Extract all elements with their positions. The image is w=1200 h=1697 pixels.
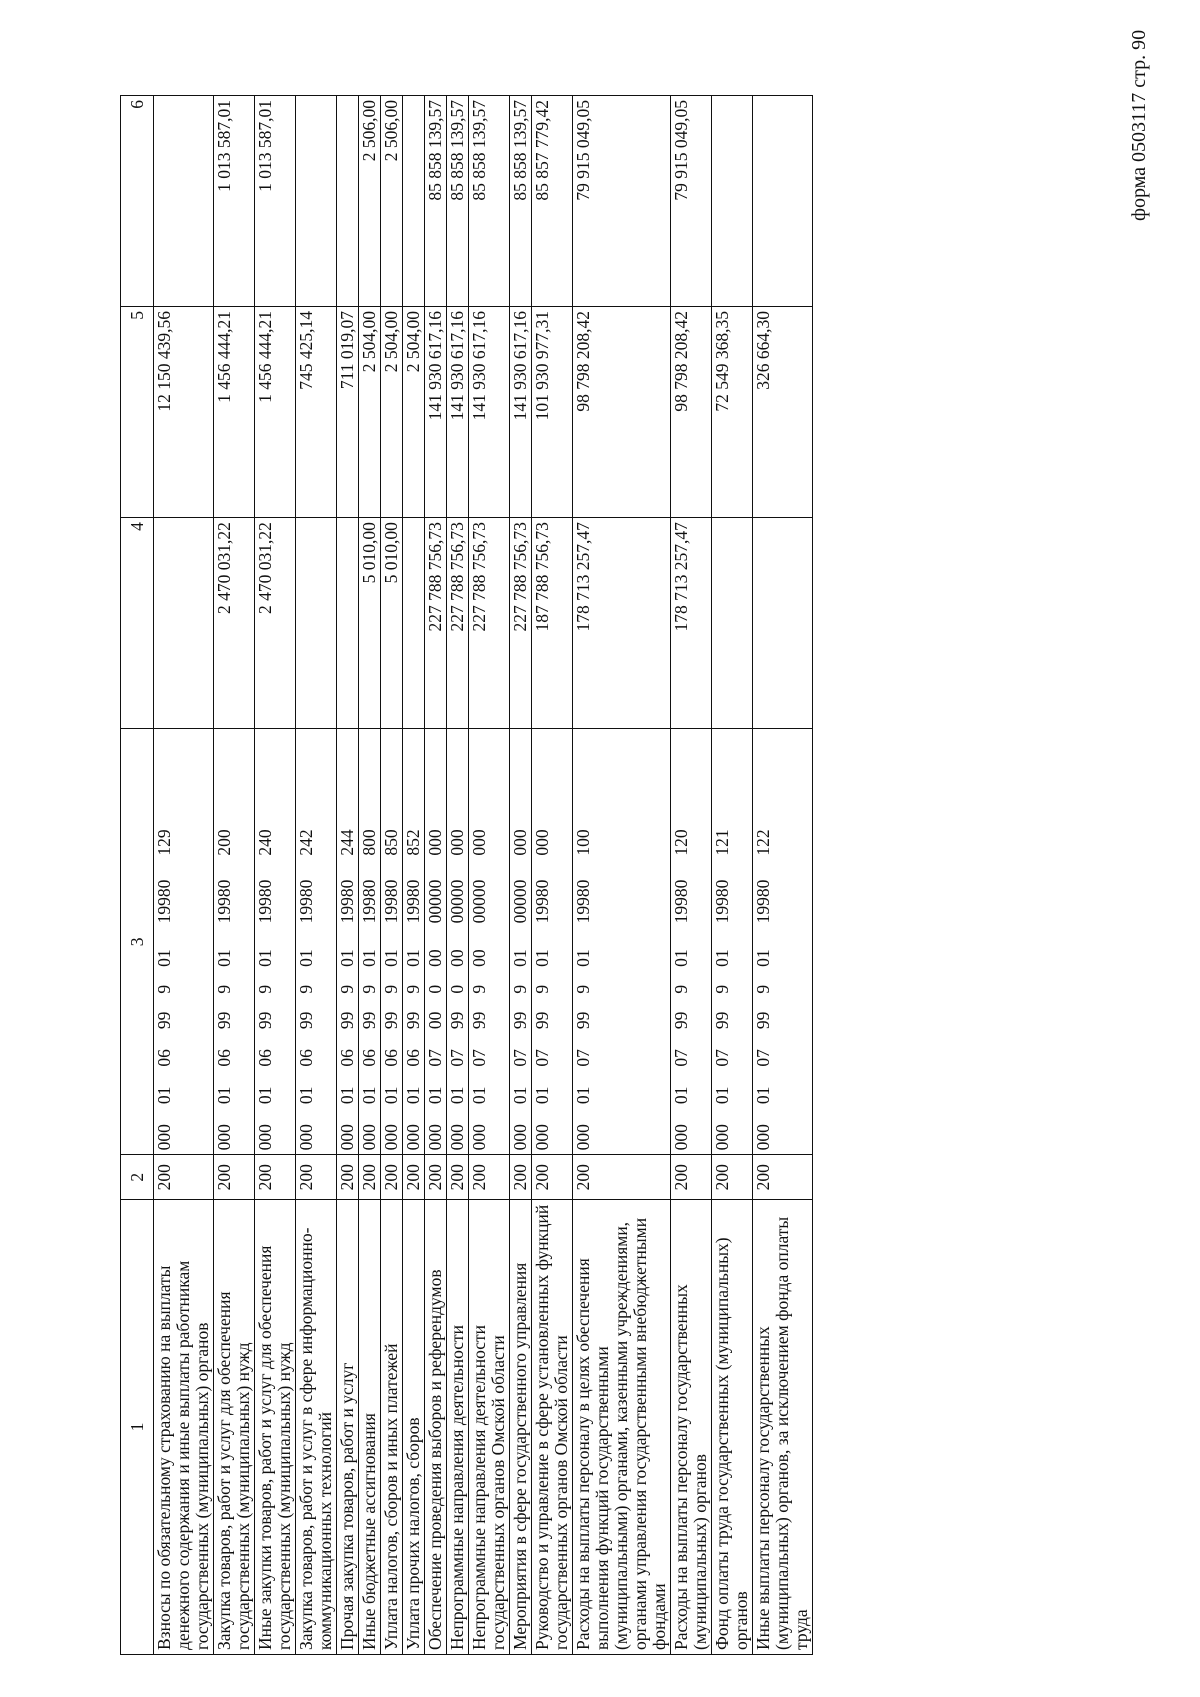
budget-code-segment: 99 xyxy=(573,1011,593,1030)
row-unexecuted-cell: 85 858 139,57 xyxy=(447,96,469,307)
row-approved-cell: 178 713 257,47 xyxy=(671,518,712,729)
budget-code-segment: 99 xyxy=(296,1011,316,1030)
budget-code-segment: 19980 xyxy=(296,879,316,924)
row-unexecuted-cell xyxy=(296,96,337,307)
row-name-cell: Взносы по обязательному страхованию на выплаты денежного содержания и иные выплаты работникам государственных (муниципальных) органов xyxy=(154,1200,214,1655)
budget-code-segment: 99 xyxy=(255,1011,275,1030)
row-unexecuted-cell: 85 858 139,57 xyxy=(469,96,510,307)
budget-code-segment: 00000 xyxy=(469,879,489,924)
budget-code-segment: 000 xyxy=(154,1124,174,1151)
row-executed-cell: 2 504,00 xyxy=(359,306,381,517)
row-name-cell: Расходы на выплаты персоналу в целях обеспечения выполнения функций государственными (муниципальными) органами, казенными учреждениями, органами управления государственными внебюджетными фондами xyxy=(573,1200,671,1655)
row-name-cell: Непрограммные направления деятельности xyxy=(447,1200,469,1655)
budget-code-segment: 9 xyxy=(671,984,691,994)
form-number-label: форма 0503117 стр. 90 xyxy=(1128,30,1150,222)
budget-code-segment: 07 xyxy=(712,1049,732,1067)
budget-code-segment: 00000 xyxy=(510,879,530,924)
budget-code-segment: 000 xyxy=(381,1124,401,1151)
budget-code-segment: 9 xyxy=(712,984,732,994)
row-approved-cell xyxy=(296,518,337,729)
table-body xyxy=(154,96,813,1655)
expenditure-table xyxy=(120,95,813,1655)
budget-code-segment: 06 xyxy=(255,1049,275,1067)
row-name-cell: Обеспечение проведения выборов и референдумов xyxy=(425,1200,447,1655)
row-approved-cell: 227 788 756,73 xyxy=(425,518,447,729)
budget-code-segment: 07 xyxy=(510,1049,530,1067)
budget-code-segment: 0 xyxy=(425,984,445,994)
budget-code-segment: 9 xyxy=(296,984,316,994)
budget-code-segment: 07 xyxy=(753,1049,773,1067)
budget-code-segment: 850 xyxy=(381,829,401,856)
row-budget-code-cell xyxy=(573,729,671,1155)
row-unexecuted-cell xyxy=(712,96,753,307)
row-line-code-cell: 200 xyxy=(753,1155,813,1200)
row-unexecuted-cell: 79 915 049,05 xyxy=(671,96,712,307)
row-unexecuted-cell: 85 857 779,42 xyxy=(532,96,573,307)
budget-code-segment: 00 xyxy=(425,949,445,967)
budget-code-segment: 852 xyxy=(403,829,423,856)
table-row xyxy=(296,96,337,1655)
budget-code-segment: 19980 xyxy=(671,879,691,924)
budget-code-segment: 244 xyxy=(337,829,357,856)
budget-code-segment: 000 xyxy=(573,1124,593,1151)
budget-code-segment: 129 xyxy=(154,829,174,856)
budget-code-segment: 07 xyxy=(447,1049,467,1067)
budget-code-segment: 07 xyxy=(469,1049,489,1067)
row-name-cell: Иные закупки товаров, работ и услуг для обеспечения государственных (муниципальных) нужд xyxy=(255,1200,296,1655)
row-executed-cell: 101 930 977,31 xyxy=(532,306,573,517)
row-name-cell: Мероприятия в сфере государственного управления xyxy=(510,1200,532,1655)
budget-code-segment: 9 xyxy=(214,984,234,994)
budget-code-segment: 99 xyxy=(359,1011,379,1030)
budget-code-segment: 01 xyxy=(381,1086,401,1105)
table-row xyxy=(359,96,381,1655)
budget-code-segment: 000 xyxy=(671,1124,691,1151)
table-row xyxy=(510,96,532,1655)
row-line-code-cell: 200 xyxy=(337,1155,359,1200)
row-line-code-cell: 200 xyxy=(255,1155,296,1200)
row-name-cell: Расходы на выплаты персоналу государственных (муниципальных) органов xyxy=(671,1200,712,1655)
budget-code-segment: 99 xyxy=(447,1011,467,1030)
budget-code-segment: 01 xyxy=(753,1086,773,1105)
row-executed-cell: 711 019,07 xyxy=(337,306,359,517)
row-approved-cell: 227 788 756,73 xyxy=(510,518,532,729)
budget-code-segment: 0 xyxy=(447,984,467,994)
budget-code-segment: 000 xyxy=(337,1124,357,1151)
table-row xyxy=(154,96,214,1655)
row-name-cell: Закупка товаров, работ и услуг в сфере информационно-коммуникационных технологий xyxy=(296,1200,337,1655)
budget-code-segment: 9 xyxy=(573,984,593,994)
row-name-cell: Прочая закупка товаров, работ и услуг xyxy=(337,1200,359,1655)
budget-code-segment: 19980 xyxy=(337,879,357,924)
row-budget-code-cell xyxy=(381,729,403,1155)
budget-code-segment: 01 xyxy=(712,1086,732,1105)
row-approved-cell: 5 010,00 xyxy=(359,518,381,729)
row-executed-cell: 98 798 208,42 xyxy=(671,306,712,517)
budget-code-segment: 01 xyxy=(510,949,530,967)
row-approved-cell xyxy=(154,518,214,729)
row-name-cell: Руководство и управление в сфере установленных функций государственных органов Омской области xyxy=(532,1200,573,1655)
column-header-4: 4 xyxy=(121,518,154,729)
rotated-table-container xyxy=(120,95,1080,1655)
row-executed-cell: 2 504,00 xyxy=(403,306,425,517)
budget-code-segment: 9 xyxy=(359,984,379,994)
budget-code-segment: 99 xyxy=(712,1011,732,1030)
budget-code-segment: 01 xyxy=(510,1086,530,1105)
budget-code-segment: 000 xyxy=(214,1124,234,1151)
row-unexecuted-cell xyxy=(753,96,813,307)
budget-code-segment: 00 xyxy=(425,1011,445,1030)
budget-code-segment: 19980 xyxy=(403,879,423,924)
row-executed-cell: 1 456 444,21 xyxy=(214,306,255,517)
row-budget-code-cell xyxy=(712,729,753,1155)
budget-code-segment: 06 xyxy=(337,1049,357,1067)
budget-code-segment: 200 xyxy=(214,829,234,856)
row-executed-cell: 745 425,14 xyxy=(296,306,337,517)
row-name-cell: Иные бюджетные ассигнования xyxy=(359,1200,381,1655)
row-executed-cell: 141 930 617,16 xyxy=(425,306,447,517)
budget-code-segment: 01 xyxy=(154,949,174,967)
budget-code-segment: 000 xyxy=(469,1124,489,1151)
row-approved-cell xyxy=(712,518,753,729)
budget-code-segment: 19980 xyxy=(381,879,401,924)
column-header-5: 5 xyxy=(121,306,154,517)
column-number-row xyxy=(121,96,154,1655)
budget-code-segment: 000 xyxy=(425,1124,445,1151)
budget-code-segment: 99 xyxy=(381,1011,401,1030)
budget-code-segment: 000 xyxy=(532,1124,552,1151)
budget-code-segment: 240 xyxy=(255,829,275,856)
row-budget-code-cell xyxy=(296,729,337,1155)
budget-code-segment: 06 xyxy=(359,1049,379,1067)
row-unexecuted-cell: 2 506,00 xyxy=(381,96,403,307)
budget-code-segment: 01 xyxy=(154,1086,174,1105)
table-row xyxy=(425,96,447,1655)
budget-code-segment: 000 xyxy=(403,1124,423,1151)
budget-code-segment: 06 xyxy=(154,1049,174,1067)
row-unexecuted-cell xyxy=(403,96,425,307)
budget-code-segment: 00000 xyxy=(425,879,445,924)
budget-code-segment: 01 xyxy=(381,949,401,967)
budget-code-segment: 01 xyxy=(359,1086,379,1105)
row-name-cell: Фонд оплаты труда государственных (муниципальных) органов xyxy=(712,1200,753,1655)
budget-code-segment: 000 xyxy=(447,829,467,856)
row-budget-code-cell xyxy=(255,729,296,1155)
budget-code-segment: 01 xyxy=(296,1086,316,1105)
budget-code-segment: 01 xyxy=(469,1086,489,1105)
table-row xyxy=(381,96,403,1655)
budget-code-segment: 9 xyxy=(753,984,773,994)
budget-code-segment: 000 xyxy=(255,1124,275,1151)
table-row xyxy=(255,96,296,1655)
budget-code-segment: 19980 xyxy=(359,879,379,924)
row-line-code-cell: 200 xyxy=(447,1155,469,1200)
budget-code-segment: 9 xyxy=(510,984,530,994)
budget-code-segment: 99 xyxy=(532,1011,552,1030)
budget-code-segment: 19980 xyxy=(532,879,552,924)
budget-code-segment: 07 xyxy=(425,1049,445,1067)
budget-code-segment: 9 xyxy=(381,984,401,994)
budget-code-segment: 000 xyxy=(510,829,530,856)
budget-code-segment: 9 xyxy=(154,984,174,994)
row-line-code-cell: 200 xyxy=(381,1155,403,1200)
budget-code-segment: 00 xyxy=(469,949,489,967)
row-approved-cell: 5 010,00 xyxy=(381,518,403,729)
row-approved-cell: 227 788 756,73 xyxy=(447,518,469,729)
budget-code-segment: 01 xyxy=(671,949,691,967)
row-approved-cell xyxy=(403,518,425,729)
row-executed-cell: 2 504,00 xyxy=(381,306,403,517)
budget-code-segment: 01 xyxy=(337,949,357,967)
row-budget-code-cell xyxy=(510,729,532,1155)
budget-code-segment: 000 xyxy=(469,829,489,856)
column-header-3: 3 xyxy=(121,729,154,1155)
budget-code-segment: 000 xyxy=(510,1124,530,1151)
budget-code-segment: 99 xyxy=(403,1011,423,1030)
row-unexecuted-cell: 1 013 587,01 xyxy=(214,96,255,307)
budget-code-segment: 01 xyxy=(296,949,316,967)
budget-code-segment: 01 xyxy=(671,1086,691,1105)
budget-code-segment: 9 xyxy=(532,984,552,994)
row-budget-code-cell xyxy=(154,729,214,1155)
row-approved-cell: 178 713 257,47 xyxy=(573,518,671,729)
row-line-code-cell: 200 xyxy=(671,1155,712,1200)
budget-code-segment: 242 xyxy=(296,829,316,856)
budget-code-segment: 19980 xyxy=(154,879,174,924)
row-name-cell: Уплата прочих налогов, сборов xyxy=(403,1200,425,1655)
row-name-cell: Уплата налогов, сборов и иных платежей xyxy=(381,1200,403,1655)
row-executed-cell: 326 664,30 xyxy=(753,306,813,517)
row-unexecuted-cell: 85 858 139,57 xyxy=(510,96,532,307)
table-row xyxy=(712,96,753,1655)
column-header-2: 2 xyxy=(121,1155,154,1200)
budget-code-segment: 06 xyxy=(381,1049,401,1067)
budget-code-segment: 01 xyxy=(573,949,593,967)
budget-code-segment: 99 xyxy=(469,1011,489,1030)
budget-code-segment: 07 xyxy=(573,1049,593,1067)
budget-code-segment: 19980 xyxy=(214,879,234,924)
table-row xyxy=(753,96,813,1655)
row-budget-code-cell xyxy=(214,729,255,1155)
budget-code-segment: 01 xyxy=(753,949,773,967)
column-header-6: 6 xyxy=(121,96,154,307)
row-budget-code-cell xyxy=(671,729,712,1155)
row-line-code-cell: 200 xyxy=(573,1155,671,1200)
budget-code-segment: 19980 xyxy=(573,879,593,924)
budget-code-segment: 000 xyxy=(425,829,445,856)
budget-code-segment: 99 xyxy=(753,1011,773,1030)
budget-code-segment: 00 xyxy=(447,949,467,967)
row-line-code-cell: 200 xyxy=(359,1155,381,1200)
row-budget-code-cell xyxy=(447,729,469,1155)
row-unexecuted-cell: 1 013 587,01 xyxy=(255,96,296,307)
budget-code-segment: 01 xyxy=(425,1086,445,1105)
budget-code-segment: 07 xyxy=(532,1049,552,1067)
row-approved-cell: 2 470 031,22 xyxy=(214,518,255,729)
row-budget-code-cell xyxy=(532,729,573,1155)
budget-code-segment: 000 xyxy=(296,1124,316,1151)
budget-code-segment: 01 xyxy=(337,1086,357,1105)
budget-code-segment: 19980 xyxy=(712,879,732,924)
row-line-code-cell: 200 xyxy=(214,1155,255,1200)
budget-code-segment: 01 xyxy=(214,949,234,967)
row-line-code-cell: 200 xyxy=(403,1155,425,1200)
row-unexecuted-cell: 85 858 139,57 xyxy=(425,96,447,307)
budget-code-segment: 000 xyxy=(712,1124,732,1151)
budget-code-segment: 01 xyxy=(255,949,275,967)
row-name-cell: Непрограммные направления деятельности государственных органов Омской области xyxy=(469,1200,510,1655)
row-executed-cell: 12 150 439,56 xyxy=(154,306,214,517)
budget-code-segment: 01 xyxy=(403,1086,423,1105)
budget-code-segment: 19980 xyxy=(255,879,275,924)
budget-code-segment: 01 xyxy=(573,1086,593,1105)
budget-code-segment: 000 xyxy=(359,1124,379,1151)
report-sheet xyxy=(120,95,1080,1655)
row-budget-code-cell xyxy=(425,729,447,1155)
row-budget-code-cell xyxy=(337,729,359,1155)
budget-code-segment: 99 xyxy=(214,1011,234,1030)
table-row xyxy=(447,96,469,1655)
budget-code-segment: 01 xyxy=(447,1086,467,1105)
row-unexecuted-cell: 2 506,00 xyxy=(359,96,381,307)
budget-code-segment: 99 xyxy=(671,1011,691,1030)
budget-code-segment: 100 xyxy=(573,829,593,856)
row-approved-cell xyxy=(753,518,813,729)
budget-code-segment: 000 xyxy=(753,1124,773,1151)
row-unexecuted-cell xyxy=(154,96,214,307)
row-line-code-cell: 200 xyxy=(510,1155,532,1200)
budget-code-segment: 800 xyxy=(359,829,379,856)
row-approved-cell: 2 470 031,22 xyxy=(255,518,296,729)
table-row xyxy=(671,96,712,1655)
budget-code-segment: 000 xyxy=(447,1124,467,1151)
row-budget-code-cell xyxy=(359,729,381,1155)
row-executed-cell: 141 930 617,16 xyxy=(447,306,469,517)
budget-code-segment: 000 xyxy=(532,829,552,856)
table-row xyxy=(214,96,255,1655)
row-executed-cell: 98 798 208,42 xyxy=(573,306,671,517)
budget-code-segment: 19980 xyxy=(753,879,773,924)
row-line-code-cell: 200 xyxy=(154,1155,214,1200)
budget-code-segment: 120 xyxy=(671,829,691,856)
row-approved-cell: 187 788 756,73 xyxy=(532,518,573,729)
table-row xyxy=(469,96,510,1655)
row-line-code-cell: 200 xyxy=(712,1155,753,1200)
table-row xyxy=(403,96,425,1655)
row-line-code-cell: 200 xyxy=(425,1155,447,1200)
budget-code-segment: 99 xyxy=(154,1011,174,1030)
row-executed-cell: 1 456 444,21 xyxy=(255,306,296,517)
budget-code-segment: 9 xyxy=(255,984,275,994)
budget-code-segment: 121 xyxy=(712,829,732,856)
budget-code-segment: 01 xyxy=(359,949,379,967)
table-row xyxy=(573,96,671,1655)
budget-code-segment: 06 xyxy=(296,1049,316,1067)
budget-code-segment: 06 xyxy=(214,1049,234,1067)
budget-code-segment: 01 xyxy=(532,949,552,967)
budget-code-segment: 01 xyxy=(532,1086,552,1105)
budget-code-segment: 9 xyxy=(403,984,423,994)
row-budget-code-cell xyxy=(753,729,813,1155)
budget-code-segment: 01 xyxy=(255,1086,275,1105)
budget-code-segment: 99 xyxy=(337,1011,357,1030)
table-row xyxy=(532,96,573,1655)
row-unexecuted-cell xyxy=(337,96,359,307)
budget-code-segment: 01 xyxy=(214,1086,234,1105)
row-approved-cell: 227 788 756,73 xyxy=(469,518,510,729)
table-row xyxy=(337,96,359,1655)
row-line-code-cell: 200 xyxy=(469,1155,510,1200)
row-name-cell: Закупка товаров, работ и услуг для обеспечения государственных (муниципальных) нужд xyxy=(214,1200,255,1655)
budget-code-segment: 06 xyxy=(403,1049,423,1067)
row-executed-cell: 141 930 617,16 xyxy=(469,306,510,517)
row-line-code-cell: 200 xyxy=(296,1155,337,1200)
row-line-code-cell: 200 xyxy=(532,1155,573,1200)
row-executed-cell: 141 930 617,16 xyxy=(510,306,532,517)
budget-code-segment: 99 xyxy=(510,1011,530,1030)
row-budget-code-cell xyxy=(469,729,510,1155)
budget-code-segment: 122 xyxy=(753,829,773,856)
budget-code-segment: 9 xyxy=(337,984,357,994)
row-name-cell: Иные выплаты персоналу государственных (муниципальных) органов, за исключением фонда оплаты труда xyxy=(753,1200,813,1655)
row-executed-cell: 72 549 368,35 xyxy=(712,306,753,517)
budget-code-segment: 01 xyxy=(712,949,732,967)
budget-code-segment: 01 xyxy=(403,949,423,967)
column-header-1: 1 xyxy=(121,1200,154,1655)
budget-code-segment: 9 xyxy=(469,984,489,994)
row-unexecuted-cell: 79 915 049,05 xyxy=(573,96,671,307)
budget-code-segment: 07 xyxy=(671,1049,691,1067)
row-approved-cell xyxy=(337,518,359,729)
budget-code-segment: 00000 xyxy=(447,879,467,924)
row-budget-code-cell xyxy=(403,729,425,1155)
